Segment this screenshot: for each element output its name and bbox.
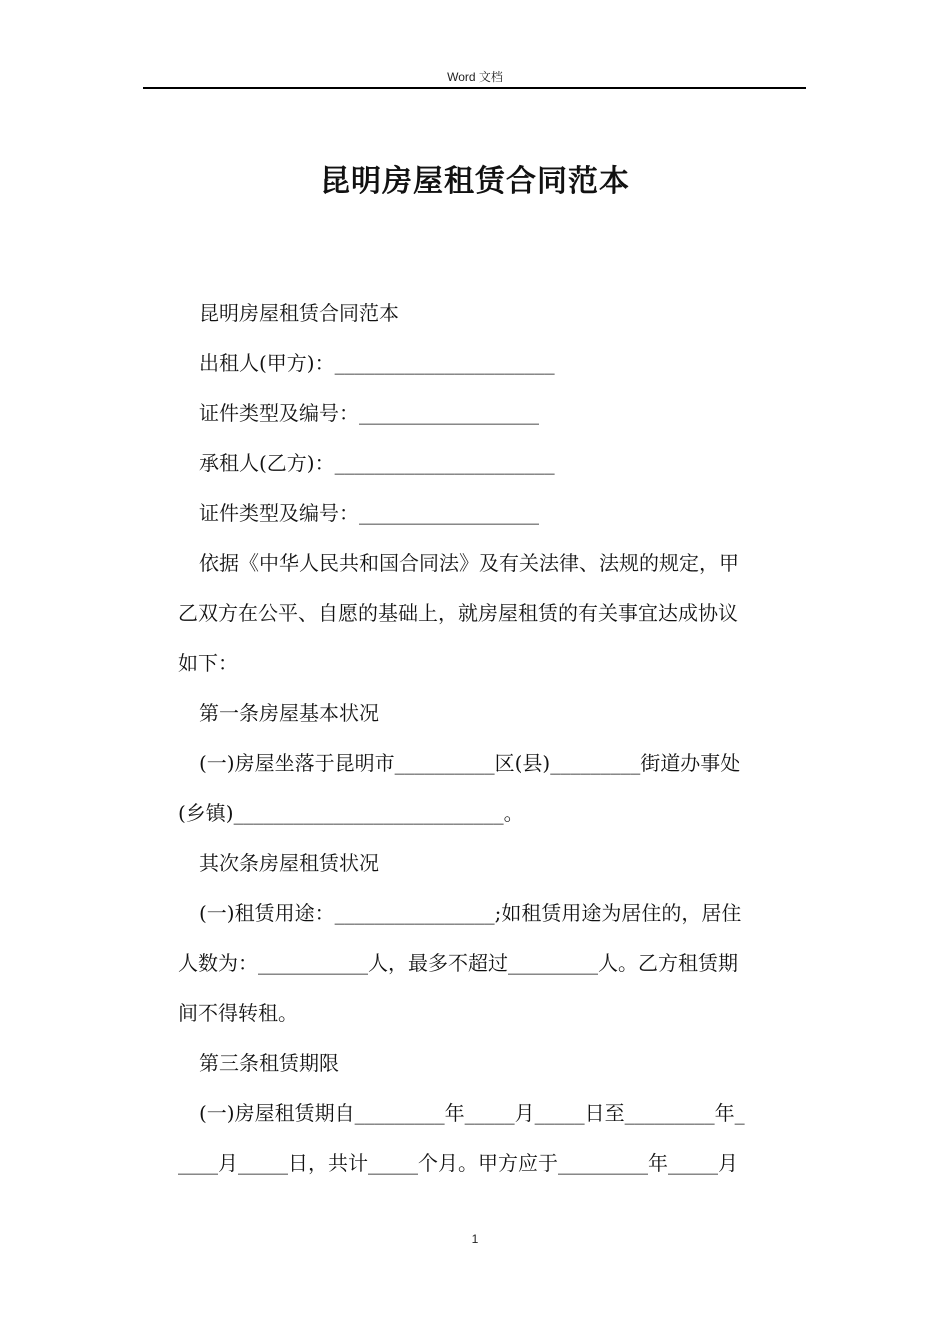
article-2-clause-1 — [178, 888, 804, 1038]
page-number: 1 — [471, 1232, 479, 1246]
article-3-heading: 第三条租赁期限 — [199, 1051, 339, 1075]
article-1-heading: 第一条房屋基本状况 — [199, 701, 379, 725]
preamble-line-1: 依据《中华人民共和国合同法》及有关法律、法规的规定，甲 — [199, 551, 739, 575]
article-3-clause-1 — [178, 1088, 804, 1188]
preamble-line-2: 乙双方在公平、自愿的基础上，就房屋租赁的有关事宜达成协议 — [178, 601, 738, 625]
article-2-clause-1-line-1: (一)租赁用途：________________;如租赁用途为居住的，居住 — [199, 901, 742, 925]
preamble-line-3: 如下： — [178, 651, 238, 675]
header-rule — [143, 87, 806, 89]
page-header-text: Word 文档 — [447, 70, 503, 84]
article-2-clause-1-line-2: 人数为：___________人，最多不超过_________人。乙方租赁期 — [178, 951, 738, 975]
article-3-clause-1-line-1: (一)房屋租赁期自_________年_____月_____日至_________年_ — [199, 1101, 745, 1125]
paragraph-subtitle: 昆明房屋租赁合同范本 — [199, 301, 399, 325]
paragraph-lessor-field: 出租人(甲方)：______________________ — [199, 351, 555, 375]
article-2-clause-1-line-3: 间不得转租。 — [178, 1001, 298, 1025]
paragraph-preamble — [178, 538, 804, 688]
paragraph-lessee-field: 承租人(乙方)：______________________ — [199, 451, 555, 475]
article-3-clause-1-line-2: ____月_____日，共计_____个月。甲方应于_________年_____月 — [178, 1151, 738, 1175]
paragraph-lessee-id-field: 证件类型及编号：__________________ — [199, 501, 539, 525]
document-body — [178, 288, 804, 1188]
article-1-clause-1 — [178, 738, 804, 838]
paragraph-lessor-id-field: 证件类型及编号：__________________ — [199, 401, 539, 425]
article-1-clause-1-line-1: (一)房屋坐落于昆明市__________区(县)_________街道办事处 — [199, 751, 741, 775]
document-title: 昆明房屋租赁合同范本 — [320, 164, 630, 199]
article-2-heading: 其次条房屋租赁状况 — [199, 851, 379, 875]
article-1-clause-1-line-2: (乡镇)___________________________。 — [178, 801, 524, 825]
